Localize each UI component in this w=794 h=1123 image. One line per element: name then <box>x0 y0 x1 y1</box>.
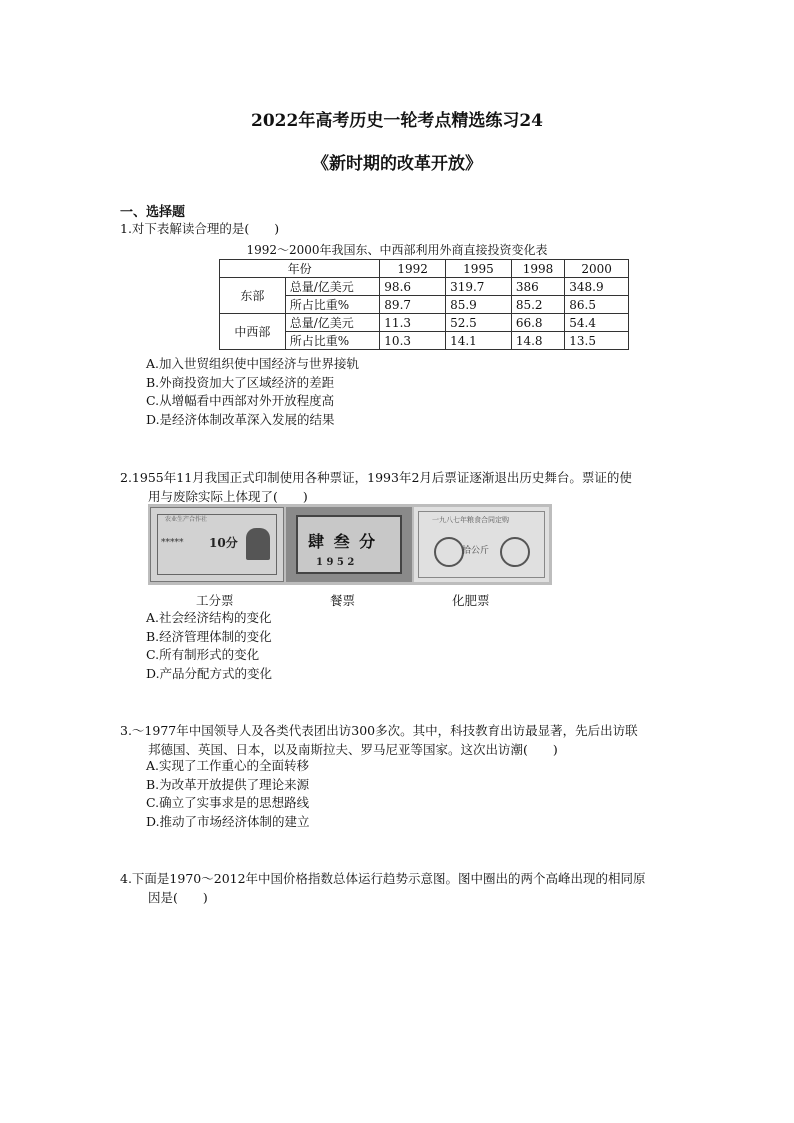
group-label: 东部 <box>220 278 286 314</box>
table-row <box>220 278 629 296</box>
option-b[interactable]: B.外商投资加大了区域经济的差距 <box>146 374 335 390</box>
table-cell: 86.5 <box>565 296 629 314</box>
table-cell: 11.3 <box>380 314 446 332</box>
q3-stem <box>120 721 638 759</box>
table-cell: 89.7 <box>380 296 446 314</box>
table-cell: 98.6 <box>380 278 446 296</box>
q1-options <box>146 355 359 429</box>
fertilizer-ticket <box>414 507 549 582</box>
q2-stem-line1: 2.1955年11月我国正式印制使用各种票证，1993年2月后票证逐渐退出历史舞台。票证的使 <box>120 470 632 485</box>
ticket-label: 工分票 <box>196 593 234 608</box>
option-d[interactable]: D.产品分配方式的变化 <box>146 665 273 681</box>
table-row <box>220 314 629 332</box>
q3-stem-line1: 3.～1977年中国领导人及各类代表团出访300多次。其中，科技教育出访最显著，先后出访联 <box>120 723 638 738</box>
group-label: 中西部 <box>220 314 286 350</box>
stamp-seal-icon <box>500 537 530 567</box>
table-header-cell: 1998 <box>511 260 564 278</box>
table-cell: 66.8 <box>511 314 564 332</box>
page-title: 2022年高考历史一轮考点精选练习24 <box>251 111 543 131</box>
table-cell: 10.3 <box>380 332 446 350</box>
table-header-cell: 1992 <box>380 260 446 278</box>
option-a[interactable]: A.加入世贸组织使中国经济与世界接轨 <box>146 356 360 371</box>
table-cell: 14.8 <box>511 332 564 350</box>
ticket-text: ***** <box>161 538 184 548</box>
option-a[interactable]: A.实现了工作重心的全面转移 <box>146 758 310 773</box>
q3-options <box>146 757 310 831</box>
option-d[interactable]: D.推动了市场经济体制的建立 <box>146 813 310 829</box>
q2-options <box>146 609 272 683</box>
ticket-label: 化肥票 <box>452 593 490 608</box>
meal-ticket <box>286 507 412 582</box>
q3-stem-line2: 邦德国、英国、日本，以及南斯拉夫、罗马尼亚等国家。这次出访潮( ) <box>148 742 558 757</box>
q1-table-caption: 1992～2000年我国东、中西部利用外商直接投资变化表 <box>246 243 548 257</box>
table-cell: 85.9 <box>446 296 512 314</box>
q2-stem-line2: 用与废除实际上体现了( ) <box>148 489 308 504</box>
table-header-cell: 年份 <box>220 260 380 278</box>
row-label: 所占比重% <box>285 332 380 350</box>
table-header-row <box>220 260 629 278</box>
worker-figure-icon <box>246 528 270 560</box>
work-point-ticket <box>150 507 284 582</box>
table-header-cell: 2000 <box>565 260 629 278</box>
table-cell: 348.9 <box>565 278 629 296</box>
row-label: 所占比重% <box>285 296 380 314</box>
ticket-text: 农业生产合作社 <box>165 516 208 523</box>
table-cell: 14.1 <box>446 332 512 350</box>
option-b[interactable]: B.为改革开放提供了理论来源 <box>146 776 310 792</box>
table-header-cell: 1995 <box>446 260 512 278</box>
ticket-text: 一九八七年粮食合同定购 <box>432 516 509 524</box>
table-cell: 52.5 <box>446 314 512 332</box>
ticket-text: 拾公斤 <box>462 546 490 556</box>
row-label: 总量/亿美元 <box>285 278 380 296</box>
table-cell: 54.4 <box>565 314 629 332</box>
q4-stem-line1: 4.下面是1970～2012年中国价格指数总体运行趋势示意图。图中圈出的两个高峰出现的相同原 <box>120 871 646 886</box>
q1-data-table <box>219 259 629 350</box>
option-a[interactable]: A.社会经济结构的变化 <box>146 610 272 625</box>
table-cell: 386 <box>511 278 564 296</box>
q2-stem <box>120 468 632 506</box>
q4-stem <box>120 869 646 907</box>
page-subtitle: 《新时期的改革开放》 <box>312 154 482 174</box>
option-c[interactable]: C.确立了实事求是的思想路线 <box>146 795 310 810</box>
ticket-label: 餐票 <box>330 593 356 608</box>
option-b[interactable]: B.经济管理体制的变化 <box>146 628 272 644</box>
section-heading: 一、选择题 <box>120 205 186 220</box>
table-cell: 85.2 <box>511 296 564 314</box>
q1-stem: 1.对下表解读合理的是( ) <box>120 221 280 236</box>
option-c[interactable]: C.所有制形式的变化 <box>146 647 260 662</box>
table-cell: 13.5 <box>565 332 629 350</box>
ticket-text: 1 9 5 2 <box>316 557 355 568</box>
q4-stem-line2: 因是( ) <box>148 890 208 905</box>
ticket-text: 10分 <box>209 536 238 550</box>
row-label: 总量/亿美元 <box>285 314 380 332</box>
ticket-text: 肆 叁 分 <box>308 532 378 551</box>
option-d[interactable]: D.是经济体制改革深入发展的结果 <box>146 411 335 427</box>
ticket-photo <box>148 504 552 585</box>
stamp-seal-icon <box>434 537 464 567</box>
table-cell: 319.7 <box>446 278 512 296</box>
option-c[interactable]: C.从增幅看中西部对外开放程度高 <box>146 393 335 408</box>
